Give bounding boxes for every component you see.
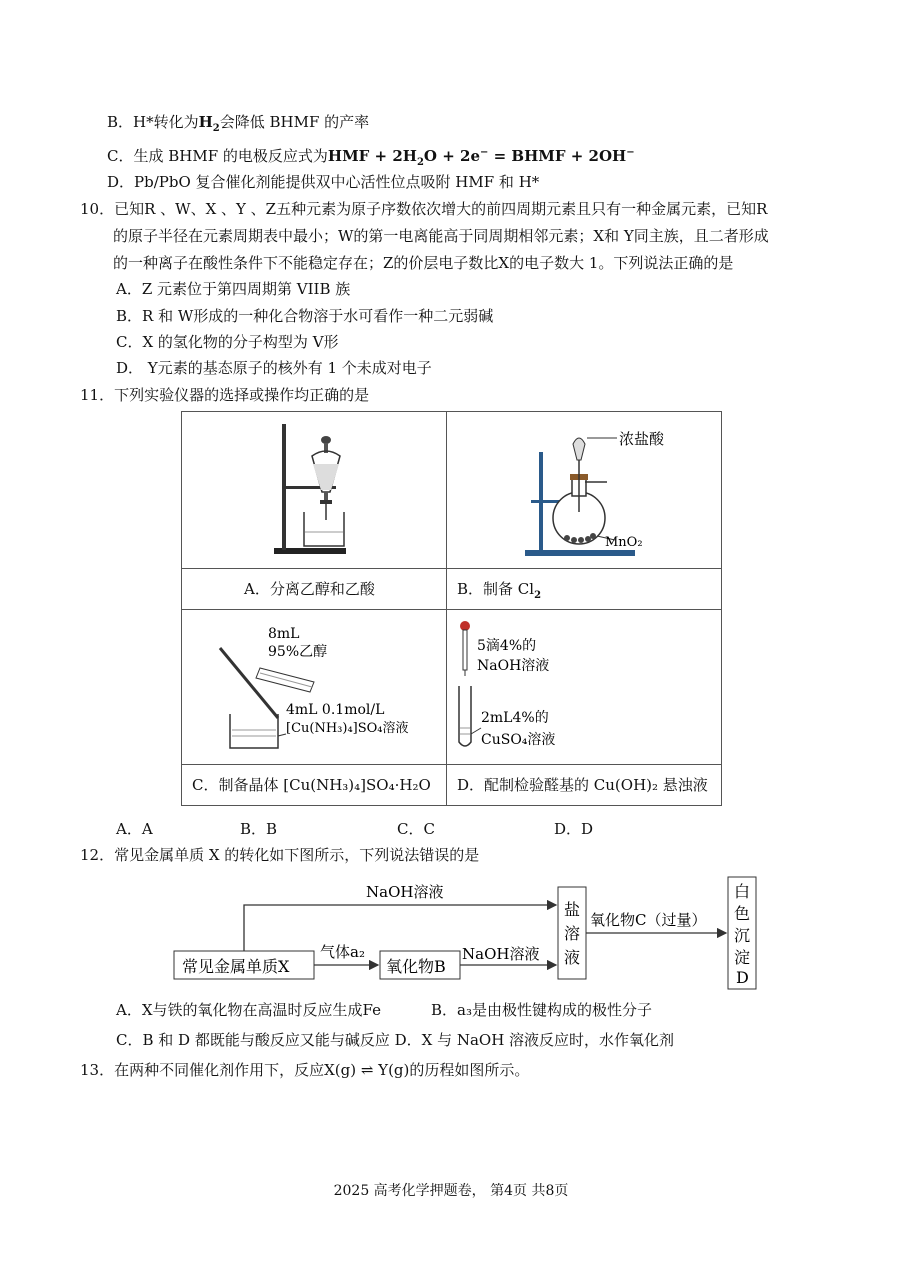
label-cuso4: CuSO₄溶液 xyxy=(481,732,556,748)
label-naoh: NaOH溶液 xyxy=(477,658,550,674)
q12-option-cd: C．B 和 D 都既能与酸反应又能与碱反应 D．X 与 NaOH 溶液反应时，水作氧化剂 xyxy=(116,1031,675,1049)
q10-option-b: B．R 和 W形成的一种化合物溶于水可看作一种二元弱碱 xyxy=(116,307,494,325)
label-4ml: 4mL 0.1mol/L xyxy=(286,702,385,718)
q11-choice-a: A．A xyxy=(116,820,153,838)
conversion-flowchart xyxy=(170,873,770,993)
q13-stem: 13．在两种不同催化剂作用下，反应X(g) ⇌ Y(g)的历程如图所示。 xyxy=(80,1061,530,1079)
caption-d: D．配制检验醛基的 Cu(OH)₂ 悬浊液 xyxy=(457,776,708,794)
q11-apparatus-table xyxy=(181,411,722,806)
h2-subscript: 2 xyxy=(212,123,220,134)
q10-option-a: A．Z 元素位于第四周期第 VIIB 族 xyxy=(116,280,351,298)
crystal-preparation-icon xyxy=(182,610,446,764)
caption-c: C．制备晶体 [Cu(NH₃)₄]SO₄·H₂O xyxy=(192,776,431,794)
equation-part-b: O + 2e xyxy=(423,147,480,165)
box-metal-x-label: 常见金属单质X xyxy=(182,957,290,976)
cell-c-picture xyxy=(182,610,447,765)
box-oxide-b-label: 氧化物B xyxy=(386,957,446,976)
q10-stem-line3: 的一种离子在酸性条件下不能稳定存在；Z的价层电子数比X的电子数大 1。下列说法正确的是 xyxy=(113,254,734,272)
q9-option-b xyxy=(107,112,369,139)
h2-formula: H xyxy=(198,113,213,131)
page-footer: 2025 高考化学押题卷， 第4页 共8页 xyxy=(333,1183,569,1199)
gas-label: 气体a₂ xyxy=(320,943,365,961)
q11-stem: 11．下列实验仪器的选择或操作均正确的是 xyxy=(80,386,370,404)
q9-option-c xyxy=(107,143,635,173)
q11-choice-d: D．D xyxy=(554,820,594,838)
white-char-4: 淀 xyxy=(734,948,751,967)
salt-char-1: 盐 xyxy=(564,900,581,919)
chlorine-generator-icon xyxy=(447,412,721,568)
label-ethanol: 95%乙醇 xyxy=(268,644,328,660)
naoh-top-label: NaOH溶液 xyxy=(366,883,444,901)
cell-b-caption xyxy=(447,569,722,610)
white-char-3: 沉 xyxy=(734,926,751,945)
q10-option-c: C．X 的氢化物的分子构型为 V形 xyxy=(116,333,339,351)
cuoh2-preparation-icon xyxy=(447,610,721,764)
cell-a-picture xyxy=(182,412,447,569)
q11-choice-c: C．C xyxy=(397,820,435,838)
cell-a-caption xyxy=(182,569,447,610)
label-conc-hcl: 浓盐酸 xyxy=(619,430,665,448)
separatory-funnel-icon xyxy=(182,412,446,568)
cell-c-caption xyxy=(182,765,447,806)
equation-part-c: = BHMF + 2OH xyxy=(488,147,627,165)
caption-a: A．分离乙醇和乙酸 xyxy=(244,580,375,598)
equation-sup: − xyxy=(479,147,489,158)
q10-option-d: D． Y元素的基态原子的核外有 1 个未成对电子 xyxy=(116,359,432,377)
q9-option-b-tail: 会降低 BHMF 的产率 xyxy=(219,113,370,131)
q9-option-c-text: C．生成 BHMF 的电极反应式为 xyxy=(107,147,328,165)
oxide-c-label: 氧化物C（过量） xyxy=(590,911,707,929)
equation-part-a: HMF + 2H xyxy=(327,147,417,165)
q12-option-a: A．X与铁的氧化物在高温时反应生成Fe xyxy=(116,1001,381,1019)
naoh-mid-label: NaOH溶液 xyxy=(462,945,540,963)
label-2ml: 2mL4%的 xyxy=(481,710,549,726)
cell-d-picture xyxy=(447,610,722,765)
q9-option-d: D．Pb/PbO 复合催化剂能提供双中心活性位点吸附 HMF 和 H* xyxy=(107,173,540,191)
white-char-5: D xyxy=(736,968,749,987)
label-8ml: 8mL xyxy=(268,626,300,642)
q9-option-b-text: B．H*转化为 xyxy=(107,113,199,131)
equation-sub: 2 xyxy=(416,157,424,168)
cell-d-caption xyxy=(447,765,722,806)
q12-stem: 12．常见金属单质 X 的转化如下图所示，下列说法错误的是 xyxy=(80,846,480,864)
q10-stem-line2: 的原子半径在元素周期表中最小；W的第一电离能高于同周期相邻元素；X和 Y同主族，且二者形成 xyxy=(113,227,769,245)
label-mno2: MnO₂ xyxy=(605,535,643,550)
label-complex-solution: [Cu(NH₃)₄]SO₄溶液 xyxy=(286,721,409,736)
cell-b-picture xyxy=(447,412,722,569)
salt-char-2: 溶 xyxy=(564,924,581,943)
salt-char-3: 液 xyxy=(564,948,581,967)
q12-option-b: B．a₃是由极性键构成的极性分子 xyxy=(431,1001,652,1019)
white-char-2: 色 xyxy=(734,904,751,923)
white-char-1: 白 xyxy=(734,882,751,901)
equation-sup2: − xyxy=(626,147,635,158)
q11-choice-b: B．B xyxy=(240,820,278,838)
label-5-drops: 5滴4%的 xyxy=(477,638,537,654)
caption-b: B．制备 $Cl_2$ xyxy=(457,580,542,601)
cl2-subscript: 2 xyxy=(534,590,542,601)
q10-stem-line1: 10．已知R 、W、X 、Y 、Z五种元素为原子序数依次增大的前四周期元素且只有一种金属元素，已知R xyxy=(80,200,768,218)
